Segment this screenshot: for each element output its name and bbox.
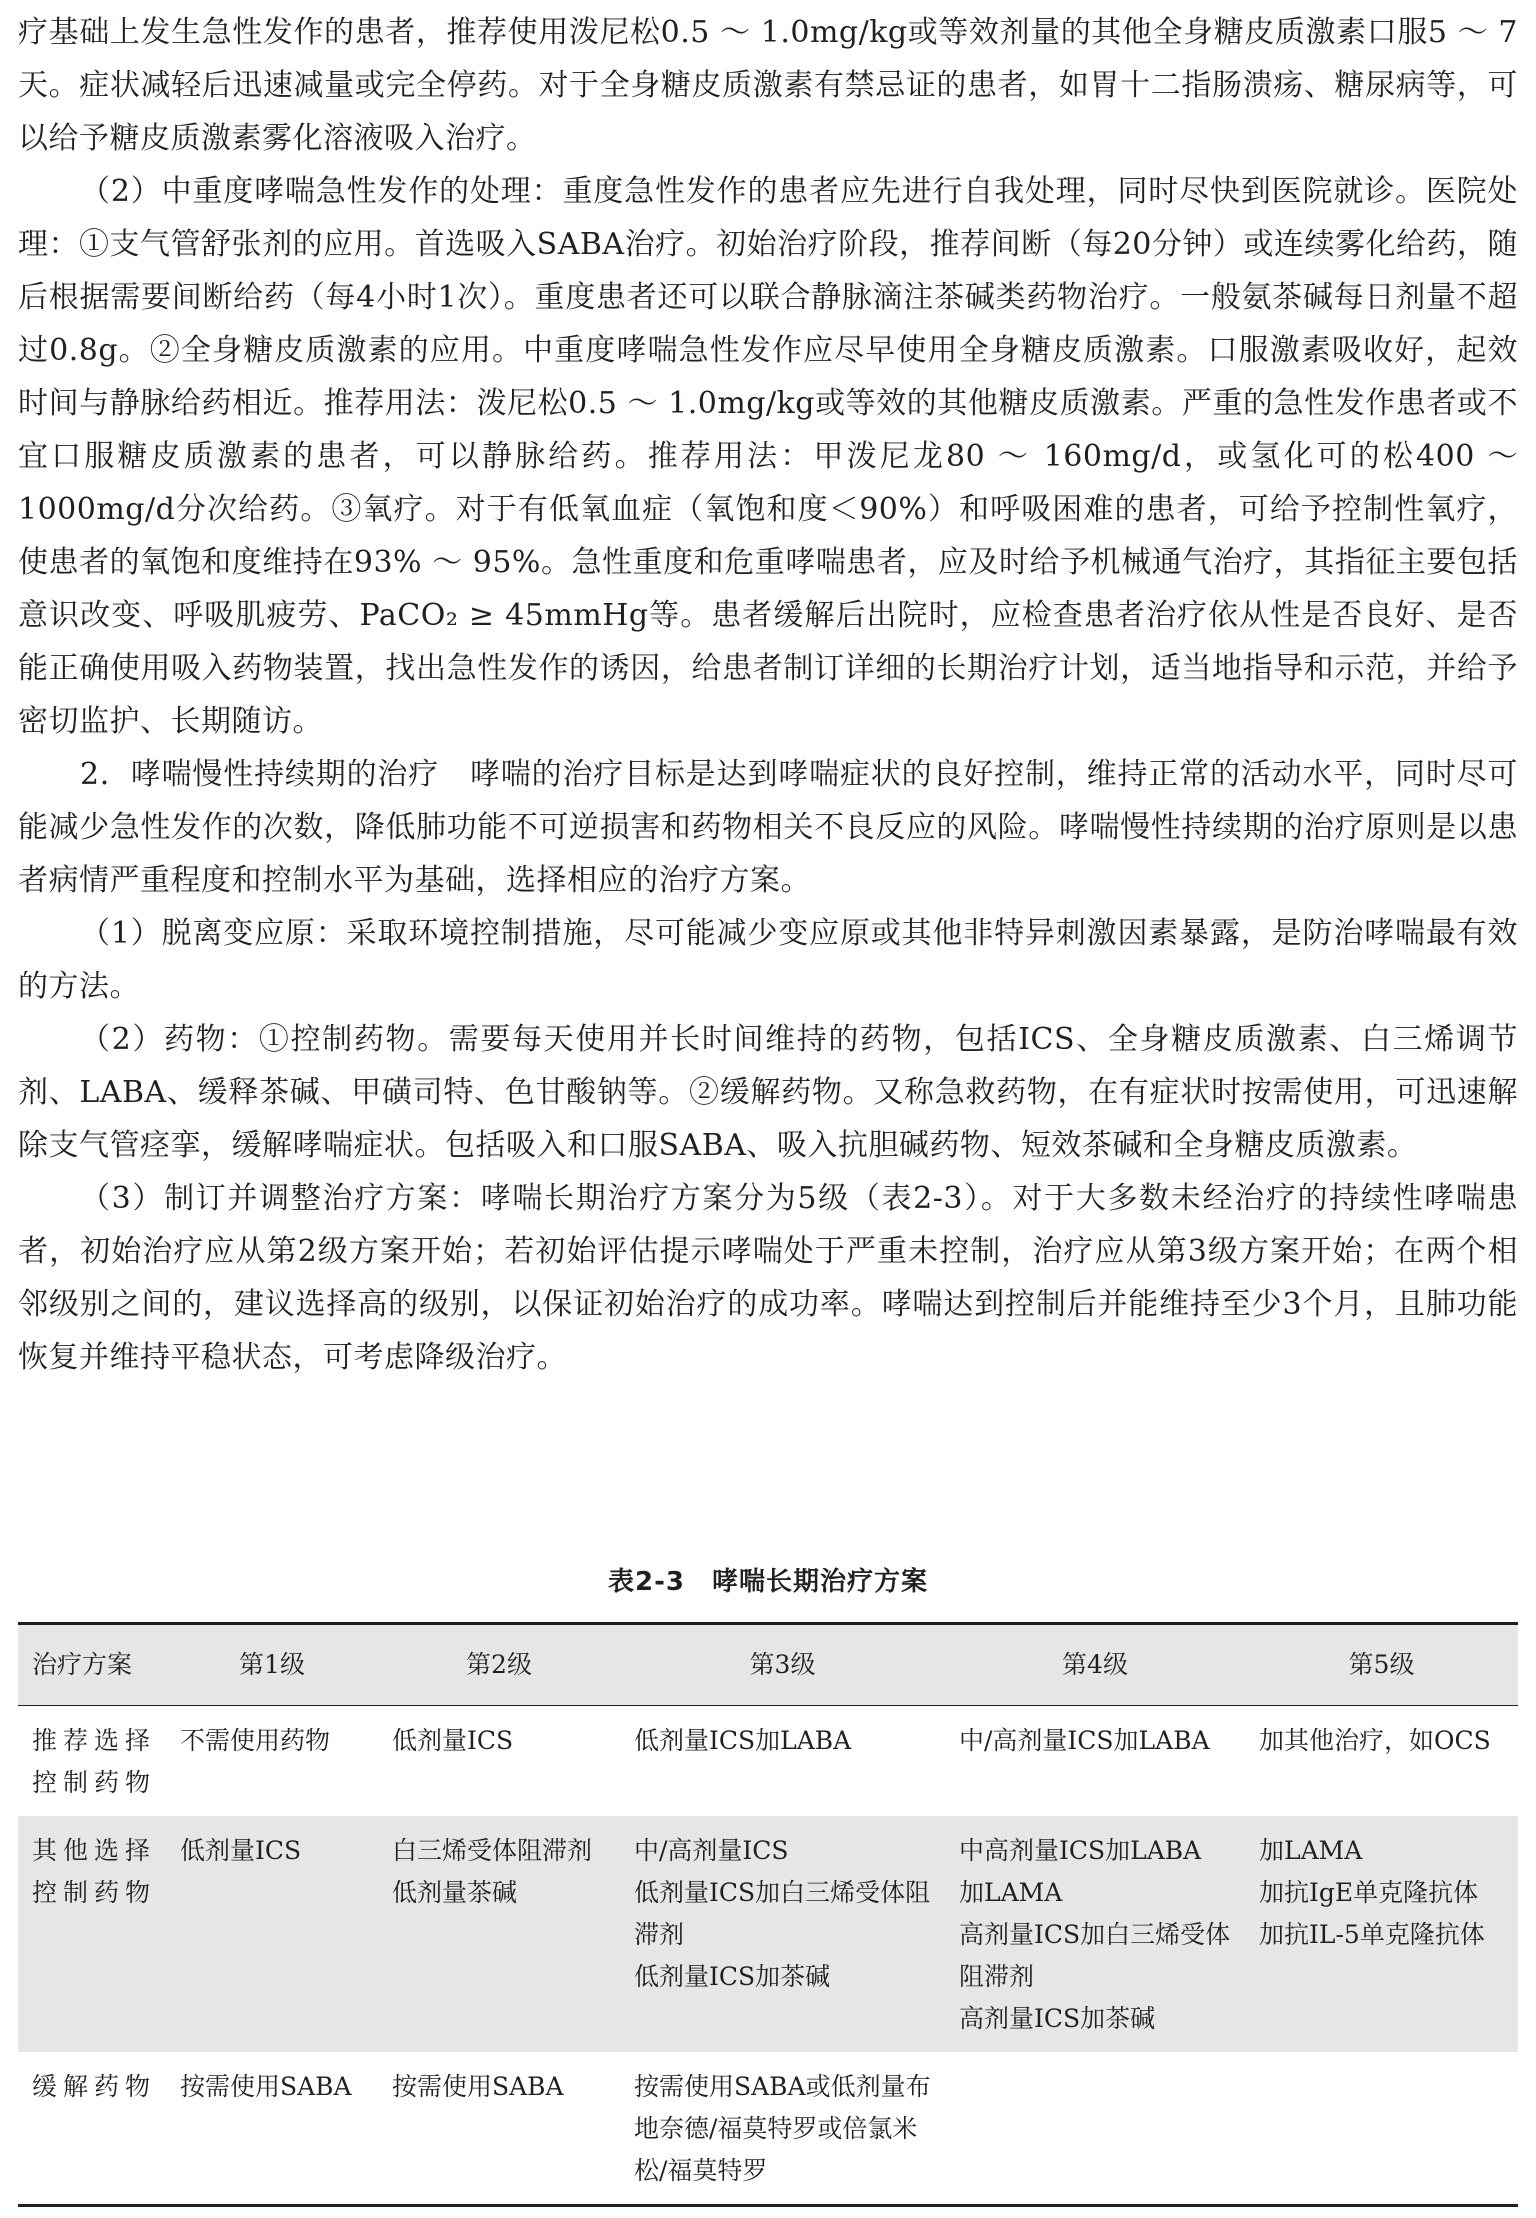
- header-cell: 第3级: [620, 1624, 945, 1706]
- table-cell: [166, 1706, 378, 1817]
- cell-line: 加抗IgE单克隆抗体: [1259, 1878, 1479, 1907]
- cell-line: 低剂量ICS: [180, 1836, 302, 1865]
- cell-line: 加LAMA: [959, 1878, 1063, 1907]
- table-cell: [945, 1816, 1245, 2052]
- cell-line: 中/高剂量ICS加LABA: [959, 1726, 1210, 1755]
- row-label: 其他选择控制药物: [32, 1836, 157, 1907]
- table-cell: [1245, 1706, 1518, 1817]
- table-cell: [166, 2052, 378, 2206]
- table-cell: [620, 2052, 945, 2206]
- row-label: 缓解药物: [32, 2072, 157, 2101]
- paragraph-3: 2．哮喘慢性持续期的治疗 哮喘的治疗目标是达到哮喘症状的良好控制，维持正常的活动水平，同时尽可能减少急性发作的次数，降低肺功能不可逆损害和药物相关不良反应的风险。哮喘慢性持续期的治疗原则是以患者病情严重程度和控制水平为基础，选择相应的治疗方案。: [18, 757, 1518, 898]
- table-row: [18, 2052, 1518, 2206]
- paragraph-2: （2）中重度哮喘急性发作的处理：重度急性发作的患者应先进行自我处理，同时尽快到医院就诊。医院处理：①支气管舒张剂的应用。首选吸入SABA治疗。初始治疗阶段，推荐间断（每20分钟）或连续雾化给药，随后根据需要间断给药（每4小时1次）。重度患者还可以联合静脉滴注茶碱类药物治疗。一般氨茶碱每日剂量不超过0.8g。②全身糖皮质激素的应用。中重度哮喘急性发作应尽早使用全身糖皮质激素。口服激素吸收好，起效时间与静脉给药相近。推荐用法：泼尼松0.5 ～ 1.0mg/kg或等效的其他糖皮质激素。严重的急性发作患者或不宜口服糖皮质激素的患者，可以静脉给药。推荐用法：甲泼尼龙80 ～ 160mg/d，或氢化可的松400 ～ 1000mg/d分次给药。③氧疗。对于有低氧血症（氧饱和度＜90%）和呼吸困难的患者，可给予控制性氧疗，使患者的氧饱和度维持在93% ～ 95%。急性重度和危重哮喘患者，应及时给予机械通气治疗，其指征主要包括意识改变、呼吸肌疲劳、PaCO₂ ≥ 45mmHg等。患者缓解后出院时，应检查患者治疗依从性是否良好、是否能正确使用吸入药物装置，找出急性发作的诱因，给患者制订详细的长期治疗计划，适当地指导和示范，并给予密切监护、长期随访。: [18, 174, 1518, 739]
- cell-line: 加LAMA: [1259, 1836, 1363, 1865]
- table-row: [18, 1706, 1518, 1817]
- table-cell: [378, 1706, 620, 1817]
- cell-line: 高剂量ICS加茶碱: [959, 2004, 1156, 2033]
- table-title: 表2-3 哮喘长期治疗方案: [608, 1567, 928, 1597]
- row-label-cell: [18, 1816, 166, 2052]
- table-cell: [378, 2052, 620, 2206]
- cell-line: 中高剂量ICS加LABA: [959, 1836, 1202, 1865]
- row-label: 推荐选择控制药物: [32, 1726, 157, 1797]
- table-row: [18, 1816, 1518, 2052]
- table-cell: [166, 1816, 378, 2052]
- treatment-plan-table: [18, 1622, 1518, 2207]
- table-cell: [1245, 1816, 1518, 2052]
- table-body: [18, 1706, 1518, 2206]
- header-cell: 第2级: [378, 1624, 620, 1706]
- row-label-cell: [18, 1706, 166, 1817]
- header-cell: 第4级: [945, 1624, 1245, 1706]
- cell-line: 不需使用药物: [180, 1726, 331, 1755]
- cell-line: 按需使用SABA: [180, 2072, 352, 2101]
- table-cell: [620, 1816, 945, 2052]
- paragraph-4: （1）脱离变应原：采取环境控制措施，尽可能减少变应原或其他非特异刺激因素暴露，是防治哮喘最有效的方法。: [18, 916, 1518, 1004]
- cell-line: 低剂量ICS加LABA: [634, 1726, 852, 1755]
- cell-line: 高剂量ICS加白三烯受体阻滞剂: [959, 1920, 1231, 1991]
- paragraph-6: （3）制订并调整治疗方案：哮喘长期治疗方案分为5级（表2-3）。对于大多数未经治疗的持续性哮喘患者，初始治疗应从第2级方案开始；若初始评估提示哮喘处于严重未控制，治疗应从第3级方案开始；在两个相邻级别之间的，建议选择高的级别，以保证初始治疗的成功率。哮喘达到控制后并能维持至少3个月，且肺功能恢复并维持平稳状态，可考虑降级治疗。: [18, 1181, 1518, 1375]
- table-cell: [378, 1816, 620, 2052]
- cell-line: 低剂量ICS: [392, 1726, 514, 1755]
- paragraph-1: 疗基础上发生急性发作的患者，推荐使用泼尼松0.5 ～ 1.0mg/kg或等效剂量的其他全身糖皮质激素口服5 ～ 7天。症状减轻后迅速减量或完全停药。对于全身糖皮质激素有禁忌证的患者，如胃十二指肠溃疡、糖尿病等，可以给予糖皮质激素雾化溶液吸入治疗。: [18, 15, 1518, 156]
- cell-line: 加抗IL-5单克隆抗体: [1259, 1920, 1485, 1949]
- table-cell: [945, 2052, 1245, 2206]
- header-cell: 第1级: [166, 1624, 378, 1706]
- cell-line: 低剂量茶碱: [392, 1878, 518, 1907]
- cell-line: 按需使用SABA: [392, 2072, 564, 2101]
- table-header-row: [18, 1624, 1518, 1706]
- table-cell: [945, 1706, 1245, 1817]
- cell-line: 加其他治疗，如OCS: [1259, 1726, 1491, 1755]
- table-cell: [1245, 2052, 1518, 2206]
- cell-line: 中/高剂量ICS: [634, 1836, 789, 1865]
- cell-line: 低剂量ICS加白三烯受体阻滞剂: [634, 1878, 931, 1949]
- cell-line: 按需使用SABA或低剂量布地奈德/福莫特罗或倍氯米松/福莫特罗: [634, 2072, 931, 2185]
- paragraph-5: （2）药物：①控制药物。需要每天使用并长时间维持的药物，包括ICS、全身糖皮质激素、白三烯调节剂、LABA、缓释茶碱、甲磺司特、色甘酸钠等。②缓解药物。又称急救药物，在有症状时按需使用，可迅速解除支气管痉挛，缓解哮喘症状。包括吸入和口服SABA、吸入抗胆碱药物、短效茶碱和全身糖皮质激素。: [18, 1022, 1518, 1163]
- header-cell: 第5级: [1245, 1624, 1518, 1706]
- cell-line: 白三烯受体阻滞剂: [392, 1836, 593, 1865]
- body-text: [18, 6, 1518, 1384]
- row-label-cell: [18, 2052, 166, 2206]
- table-cell: [620, 1706, 945, 1817]
- cell-line: 低剂量ICS加茶碱: [634, 1962, 831, 1991]
- header-cell: 治疗方案: [18, 1624, 166, 1706]
